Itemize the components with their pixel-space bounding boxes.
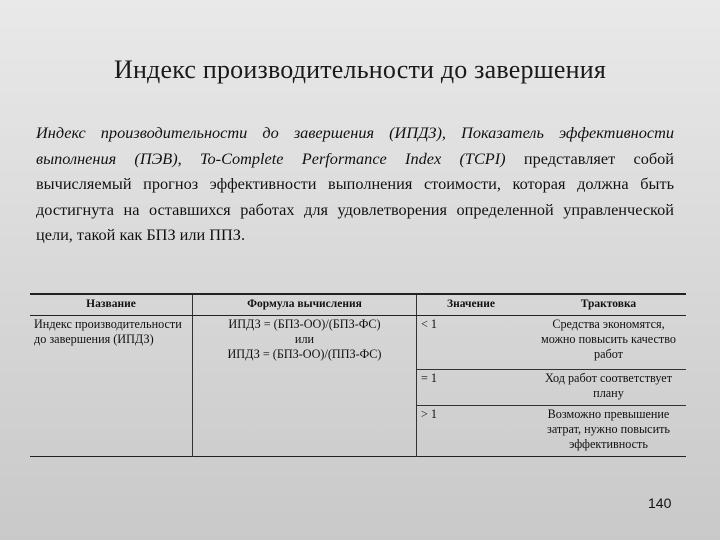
interpretation-cell: Ход работ соответствует плану [525, 370, 686, 406]
table-header-row [30, 294, 686, 316]
formula-cell [193, 316, 417, 457]
interpretation-cell: Возможно превышение затрат, нужно повысить эффективность [525, 406, 686, 457]
value-cell: < 1 [421, 317, 438, 331]
value-cell: = 1 [417, 370, 526, 406]
body-italic-terms: Индекс производительности до завершения (ИПДЗ), Показатель эффективности выполнения (ПЭВ), To-Complete Performance Index (TCPI) [36, 123, 674, 168]
formula-line-2: ИПДЗ = (БПЗ-ОО)/(ППЗ-ФС) [227, 347, 382, 361]
body-description: представляет собой вычисляемый прогноз эффективности выполнения стоимости, которая должна быть достигнута на оставшихся работах для удовлетворения определенной управленческой цели, такой как БПЗ или ППЗ. [36, 148, 674, 244]
interpretation-cell: Средства экономятся, можно повысить качество работ [540, 317, 676, 361]
header-value: Значение [417, 294, 526, 316]
page-number: 140 [648, 495, 672, 511]
formula-line-1: ИПДЗ = (БПЗ-ОО)/(БПЗ-ФС) [228, 317, 381, 331]
index-table [30, 293, 686, 457]
slide-title: Индекс производительности до завершения [113, 55, 607, 84]
index-name-cell: Индекс производительности до завершения (ИПДЗ) [30, 316, 193, 457]
body-paragraph [36, 120, 674, 248]
value-cell: > 1 [417, 406, 526, 457]
header-formula: Формула вычисления [193, 294, 417, 316]
table-row [30, 316, 686, 370]
header-interpretation: Трактовка [525, 294, 686, 316]
header-name: Название [30, 294, 193, 316]
formula-or: или [294, 332, 315, 346]
